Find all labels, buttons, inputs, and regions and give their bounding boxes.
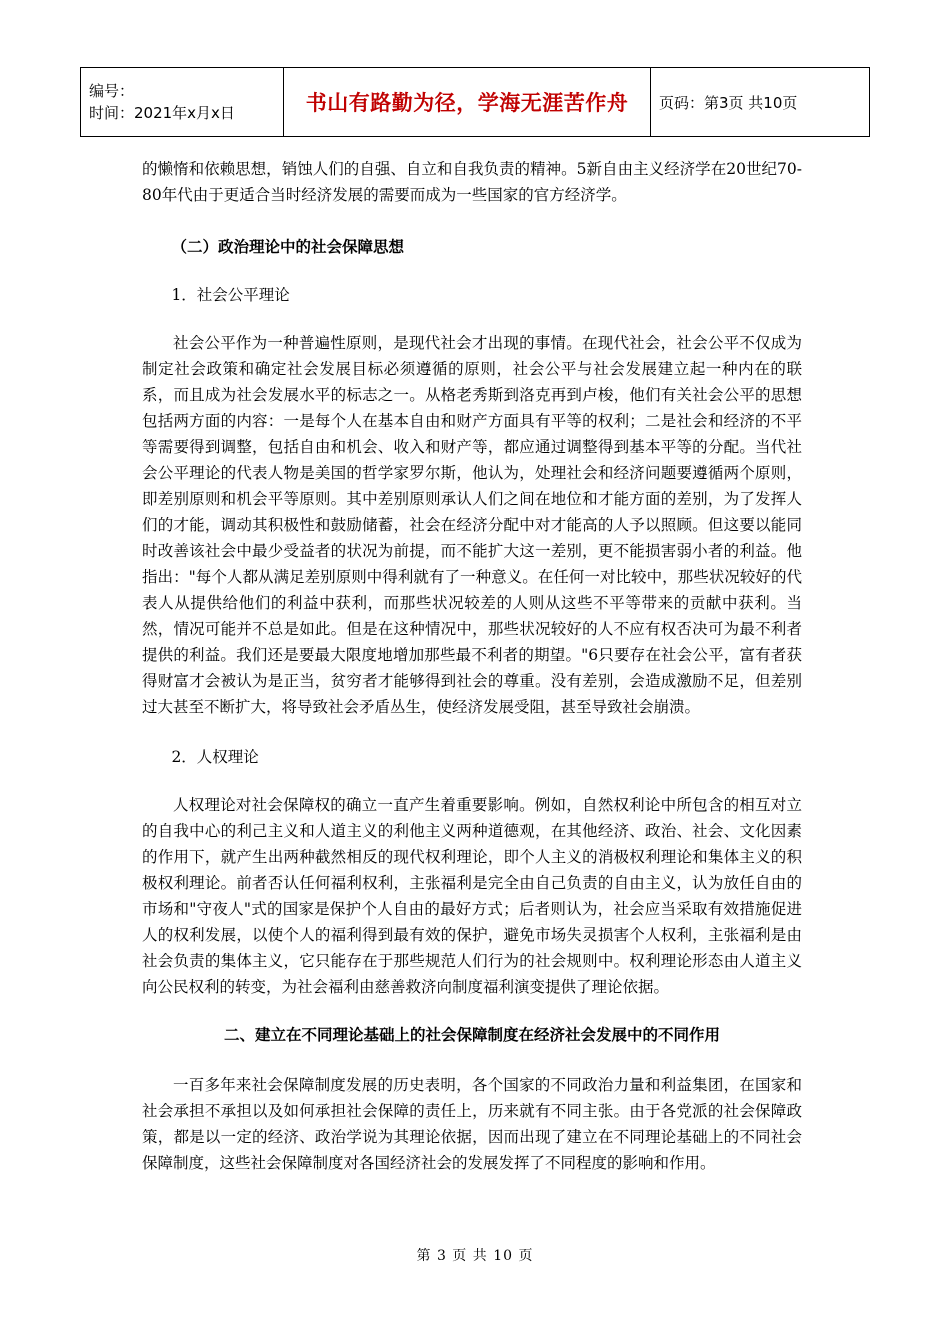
subsection-heading-social-fairness: 1．社会公平理论	[171, 286, 290, 304]
subsection-heading-human-rights: 2．人权理论	[171, 748, 259, 766]
paragraph-continuation: 的懒惰和依赖思想，销蚀人们的自强、自立和自我负责的精神。5新自由主义经济学在20世纪70-80年代由于更适合当时经济发展的需要而成为一些国家的官方经济学。	[142, 160, 802, 204]
page-footer: 第 3 页 共 10 页	[416, 1248, 534, 1264]
paragraph-human-rights: 人权理论对社会保障权的确立一直产生着重要影响。例如，自然权利论中所包含的相互对立的自我中心的利己主义和人道主义的利他主义两种道德观，在其他经济、政治、社会、文化因素的作用下，就产生出两种截然相反的现代权利理论，即个人主义的消极权利理论和集体主义的积极权利理论。前者否认任何福利权利，主张福利是完全由自己负责的自由主义，认为放任自由的市场和"守夜人"式的国家是保护个人自由的最好方式；后者则认为，社会应当采取有效措施促进人的权利发展，以使个人的福利得到最有效的保护，避免市场失灵损害个人权利，主张福利是由社会负责的集体主义，它只能存在于那些规范人们行为的社会规则中。权利理论形态由人道主义向公民权利的转变，为社会福利由慈善救济向制度福利演变提供了理论依据。	[142, 796, 802, 996]
page-header	[80, 67, 870, 137]
header-motto: 书山有路勤为径，学海无涯苦作舟	[284, 68, 651, 137]
paragraph-social-fairness: 社会公平作为一种普遍性原则，是现代社会才出现的事情。在现代社会，社会公平不仅成为制定社会政策和确定社会发展目标必须遵循的原则，社会公平与社会发展建立起一种内在的联系，而且成为社会发展水平的标志之一。从格老秀斯到洛克再到卢梭，他们有关社会公平的思想包括两方面的内容：一是每个人在基本自由和财产方面具有平等的权利；二是社会和经济的不平等需要得到调整，包括自由和机会、收入和财产等，都应通过调整得到基本平等的分配。当代社会公平理论的代表人物是美国的哲学家罗尔斯，他认为，处理社会和经济问题要遵循两个原则，即差别原则和机会平等原则。其中差别原则承认人们之间在地位和才能方面的差别，为了发挥人们的才能，调动其积极性和鼓励储蓄，社会在经济分配中对才能高的人予以照顾。但这要以能同时改善该社会中最少受益者的状况为前提，而不能扩大这一差别，更不能损害弱小者的利益。他指出："每个人都从满足差别原则中得利就有了一种意义。在任何一对比较中，那些状况较好的代表人从提供给他们的利益中获利，而那些状况较差的人则从这些不平等带来的贡献中获利。当然，情况可能并不总是如此。但是在这种情况中，那些状况较好的人不应有权否决可为最不利者提供的利益。我们还是要最大限度地增加那些最不利者的期望。"6只要存在社会公平，富有者获得财富才会被认为是正当，贫穷者才能够得到社会的尊重。没有差别，会造成激励不足，但差别过大甚至不断扩大，将导致社会矛盾丛生，使经济发展受阻，甚至导致社会崩溃。	[142, 334, 802, 716]
header-left-cell	[81, 68, 284, 137]
section-heading-two: 二、建立在不同理论基础上的社会保障制度在经济社会发展中的不同作用	[223, 1025, 720, 1044]
document-date-label: 时间：2021年x月x日	[89, 104, 235, 122]
document-number-label: 编号：	[89, 82, 135, 100]
header-page-label: 页码：第3页 共10页	[651, 68, 870, 137]
section-heading-political-theory: （二）政治理论中的社会保障思想	[171, 237, 404, 256]
document-body	[142, 156, 802, 1176]
paragraph-history: 一百多年来社会保障制度发展的历史表明，各个国家的不同政治力量和利益集团，在国家和社会承担不承担以及如何承担社会保障的责任上，历来就有不同主张。由于各党派的社会保障政策，都是以一定的经济、政治学说为其理论依据，因而出现了建立在不同理论基础上的不同社会保障制度，这些社会保障制度对各国经济社会的发展发挥了不同程度的影响和作用。	[142, 1076, 802, 1172]
